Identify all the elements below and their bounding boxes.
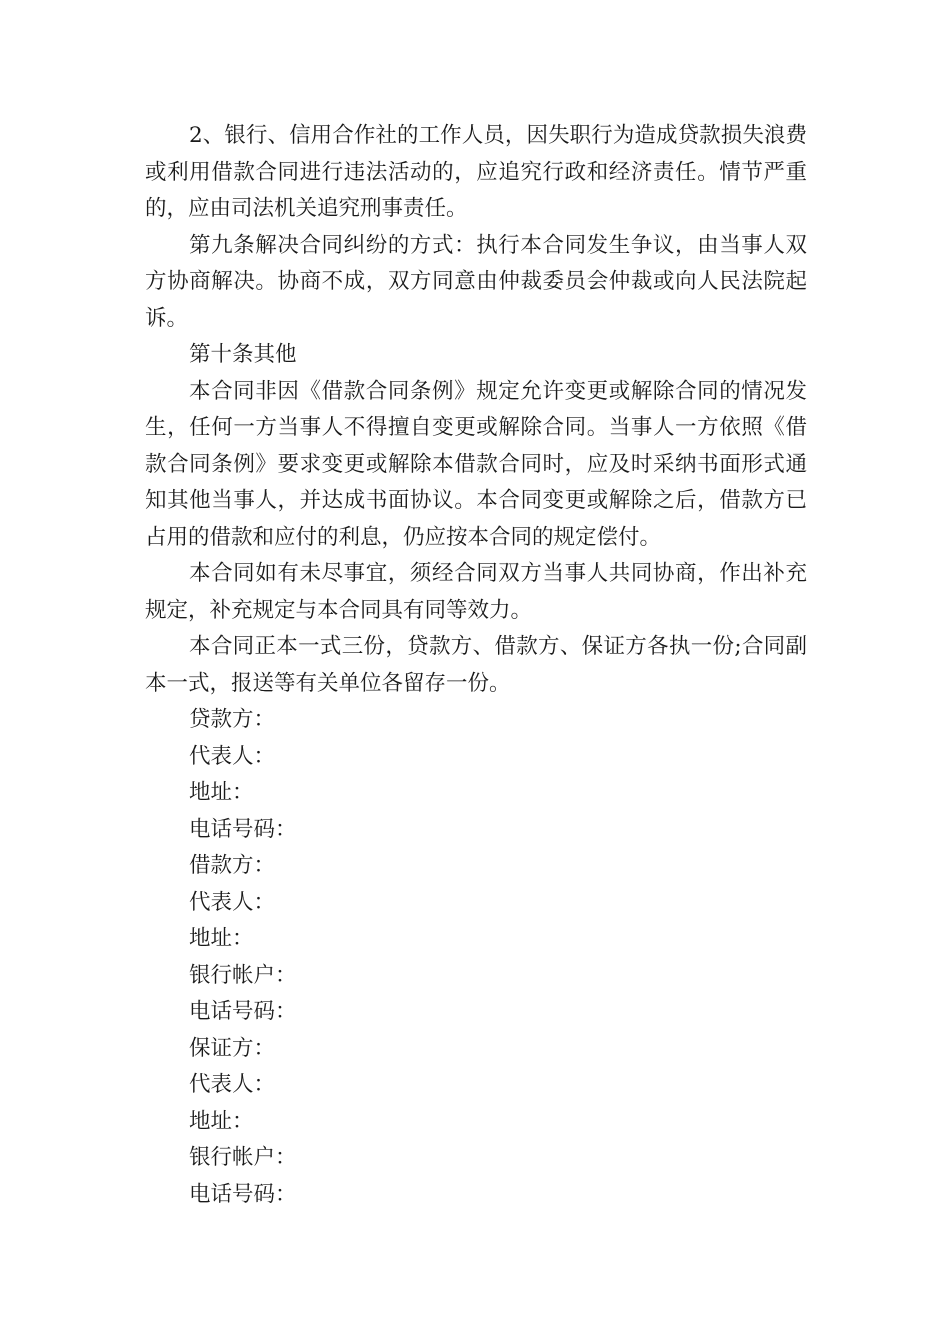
paragraph-staff-liability: 2、银行、信用合作社的工作人员，因失职行为造成贷款损失浪费或利用借款合同进行违法活动的，应追究行政和经济责任。情节严重的，应由司法机关追究刑事责任。 (145, 123, 807, 221)
guarantor-bank-account-label: 银行帐户： (189, 1145, 297, 1170)
guarantor-phone-label: 电话号码： (189, 1181, 297, 1207)
borrower-bank-account-label: 银行帐户： (189, 962, 297, 988)
paragraph-copies: 本合同正本一式三份，贷款方、借款方、保证方各执一份;合同副本一式，报送等有关单位各留存一份。 (145, 634, 807, 696)
borrower-phone-label: 电话号码： (189, 999, 297, 1024)
lender-representative-label: 代表人： (189, 743, 276, 769)
guarantor-address-label: 地址： (189, 1108, 254, 1134)
guarantor-signature-block (145, 1031, 807, 1214)
paragraph-article-9-dispute: 第九条解决合同纠纷的方式：执行本合同发生争议，由当事人双方协商解决。协商不成，双方同意由仲裁委员会仲裁或向人民法院起诉。 (145, 232, 807, 331)
guarantor-party-label: 保证方： (189, 1035, 276, 1061)
paragraph-contract-modification: 本合同非因《借款合同条例》规定允许变更或解除合同的情况发生，任何一方当事人不得擅自变更或解除合同。当事人一方依照《借款合同条例》要求变更或解除本借款合同时，应及时采纳书面形式通知其他当事人，并达成书面协议。本合同变更或解除之后，借款方已占用的借款和应付的利息，仍应按本合同的规定偿付。 (145, 378, 807, 550)
document-body (145, 118, 807, 1213)
lender-signature-block (145, 702, 807, 848)
paragraph-article-10-heading: 第十条其他 (189, 342, 297, 367)
borrower-address-label: 地址： (189, 926, 254, 951)
lender-party-label: 贷款方： (189, 707, 276, 732)
lender-address-label: 地址： (189, 780, 254, 805)
lender-phone-label: 电话号码： (189, 816, 297, 842)
paragraph-supplementary-provisions: 本合同如有未尽事宜，须经合同双方当事人共同协商，作出补充规定，补充规定与本合同具有同等效力。 (145, 561, 807, 623)
borrower-signature-block (145, 848, 807, 1031)
borrower-representative-label: 代表人： (189, 889, 276, 915)
guarantor-representative-label: 代表人： (189, 1072, 276, 1097)
borrower-party-label: 借款方： (189, 853, 276, 878)
